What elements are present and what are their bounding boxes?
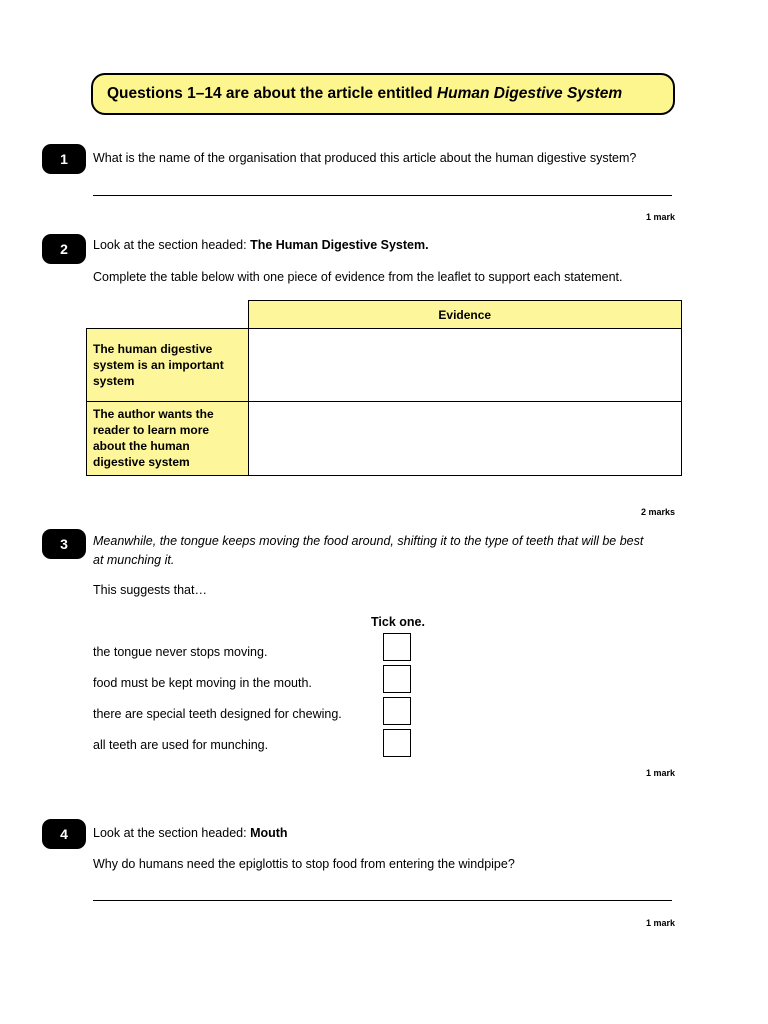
- option-3-checkbox[interactable]: [383, 697, 411, 725]
- question-number-2: 2: [42, 234, 86, 264]
- option-1-checkbox[interactable]: [383, 633, 411, 661]
- question-2-instruction: Complete the table below with one piece of evidence from the leaflet to support each statement.: [93, 270, 623, 284]
- table-statement-2: The author wants the reader to learn more about the human digestive system: [87, 402, 249, 476]
- tick-one-label: Tick one.: [371, 615, 425, 629]
- table-evidence-cell-1[interactable]: [248, 329, 682, 402]
- option-2-label: food must be kept moving in the mouth.: [93, 676, 312, 690]
- mark-1: 1 mark: [645, 212, 675, 222]
- table-header-evidence: Evidence: [248, 301, 682, 329]
- question-number-4: 4: [42, 819, 86, 849]
- table-statement-1: The human digestive system is an important system: [87, 329, 249, 402]
- option-4-label: all teeth are used for munching.: [93, 738, 269, 752]
- banner-article-title: Human Digestive System: [436, 85, 623, 102]
- mark-2: 2 marks: [640, 507, 675, 517]
- question-number-3: 3: [42, 529, 86, 559]
- title-banner: [91, 73, 675, 115]
- question-3-quote-line-1: Meanwhile, the tongue keeps moving the food around, shifting it to the type of teeth that will be best: [93, 534, 644, 548]
- question-3-quote-line-2: at munching it.: [93, 553, 175, 567]
- banner-prefix: Questions 1–14 are about the article entitled: [107, 85, 437, 102]
- option-2-checkbox[interactable]: [383, 665, 411, 693]
- table-corner-cell: [87, 301, 249, 329]
- question-1-text: What is the name of the organisation that produced this article about the human digestive system?: [93, 151, 637, 165]
- question-4-intro-prefix: Look at the section headed:: [93, 826, 251, 840]
- question-3-prompt: This suggests that…: [93, 583, 207, 597]
- question-2-intro: [93, 237, 429, 253]
- question-2-intro-prefix: Look at the section headed:: [93, 238, 251, 252]
- question-2-section-name: The Human Digestive System.: [250, 238, 429, 252]
- mark-4: 1 mark: [645, 918, 675, 928]
- option-3-label: there are special teeth designed for chewing.: [93, 707, 342, 721]
- answer-line-4[interactable]: [93, 900, 672, 901]
- option-4-checkbox[interactable]: [383, 729, 411, 757]
- question-4-text: Why do humans need the epiglottis to stop food from entering the windpipe?: [93, 857, 515, 871]
- question-4-intro: [93, 825, 288, 841]
- table-evidence-cell-2[interactable]: [248, 402, 682, 476]
- question-number-1: 1: [42, 144, 86, 174]
- evidence-table: [86, 300, 682, 476]
- question-4-section-name: Mouth: [250, 826, 288, 840]
- option-1-label: the tongue never stops moving.: [93, 645, 268, 659]
- answer-line-1[interactable]: [93, 195, 672, 196]
- mark-3: 1 mark: [645, 768, 675, 778]
